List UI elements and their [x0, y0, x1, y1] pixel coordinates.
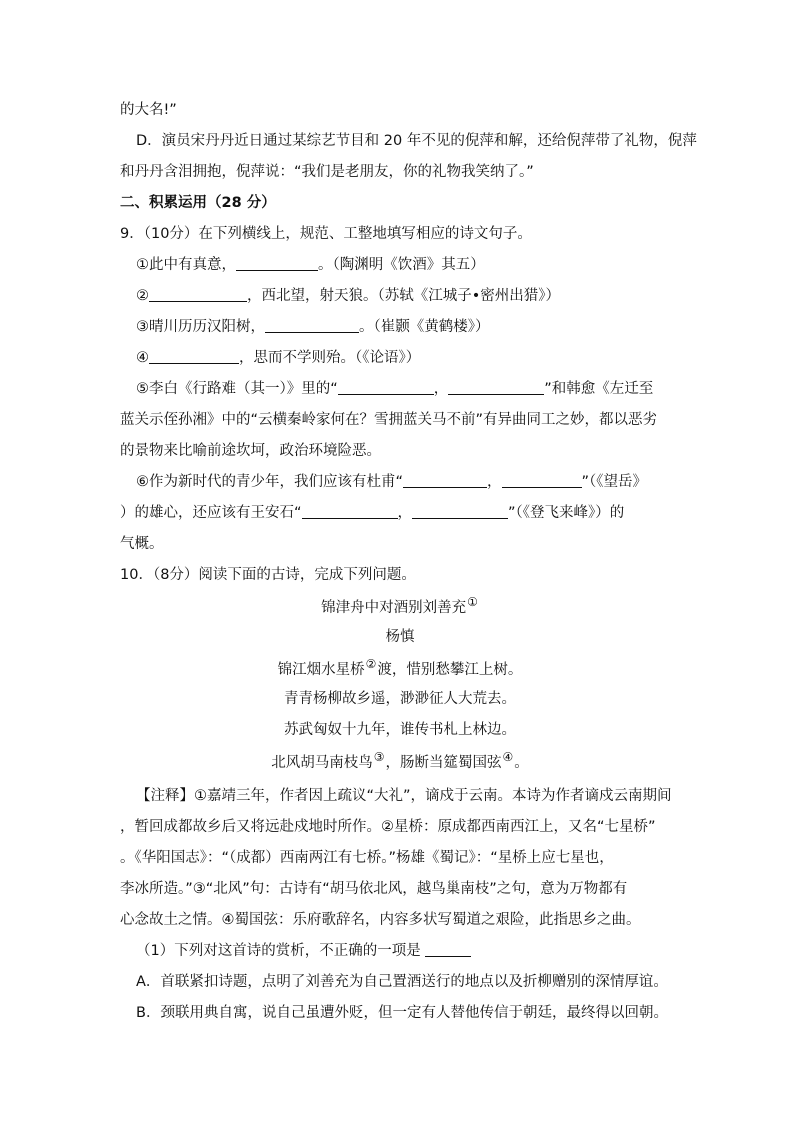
poem-author: 杨慎 [385, 629, 415, 645]
comma: ， [433, 381, 449, 397]
answer-blank[interactable] [149, 349, 239, 364]
q9-item-5-text-end: ”和韩愈《左迁至 [544, 381, 654, 397]
poem-line-1 [120, 658, 680, 680]
q9-item-1-source: 。（陶渊明《饮酒》其五） [318, 257, 485, 273]
answer-blank[interactable] [236, 256, 318, 271]
q9-item-2 [136, 286, 696, 306]
annotation-line-3: 。《华阳国志》：“（成都）西南两江有七桥。”杨雄《蜀记》：“星桥上应七星也， [120, 850, 614, 866]
q9-item-1 [136, 255, 696, 275]
option-d-line1: D．演员宋丹丹近日通过某综艺节目和 20 年不见的倪萍和解，还给倪萍带了礼物，倪萍 [136, 133, 697, 149]
q9-item-6-line3: 气概。 [120, 536, 164, 552]
option-d-line2: 和丹丹含泪拥抱，倪萍说：“我们是老朋友，你的礼物我笑纳了。” [120, 164, 534, 180]
answer-blank[interactable] [149, 287, 247, 302]
answer-blank[interactable] [403, 473, 487, 488]
answer-blank[interactable] [265, 318, 359, 333]
answer-blank[interactable] [448, 380, 544, 395]
poem-title [120, 596, 680, 618]
note-marker: ① [467, 595, 478, 609]
comma: ， [397, 505, 413, 521]
note-marker: ④ [502, 750, 514, 764]
note-marker: ③ [373, 750, 385, 764]
question-9-stem: 9．（10分）在下列横线上，规范、工整地填写相应的诗文句子。 [120, 226, 532, 242]
q9-item-3-text: ③晴川历历汉阳树， [136, 319, 265, 335]
question-10-stem: 10．（8分）阅读下面的古诗，完成下列问题。 [120, 567, 416, 583]
poem-line-4-c: 。 [514, 755, 529, 771]
q9-item-2-text: ，西北望，射天狼。（苏轼《江城子•密州出猎》） [247, 288, 561, 304]
annotation-line-4: 李冰所造。”③“北风”句：古诗有“胡马依北风，越鸟巢南枝”之句，意为万物都有 [120, 881, 628, 897]
annotation-line-2: ，暂回成都故乡后又将远赴戍地时所作。②星桥：原成都西南西江上，又名“七星桥” [120, 819, 656, 835]
q9-item-5 [136, 379, 696, 399]
sub-question-1 [136, 941, 696, 961]
note-marker: ② [365, 657, 377, 671]
q9-item-1-text: ①此中有真意， [136, 257, 236, 273]
poem-line-4-b: ，肠断当筵蜀国弦 [385, 755, 502, 771]
q9-item-5-line2: 蓝关示侄孙湘》中的“云横秦岭家何在？雪拥蓝关马不前”有异曲同工之妙，都以恶劣 [120, 412, 658, 428]
poem-line-4 [120, 751, 680, 773]
answer-blank[interactable] [412, 504, 508, 519]
poem-line-2: 青青杨柳故乡遥，渺渺征人大荒去。 [284, 691, 516, 707]
poem-line-4-a: 北风胡马南枝鸟 [271, 755, 373, 771]
answer-blank[interactable] [425, 942, 471, 957]
poem-line-1-a: 锦江烟水星桥 [277, 662, 365, 678]
q9-item-3 [136, 317, 696, 337]
option-a: A．首联紧扣诗题，点明了刘善充为自己置酒送行的地点以及折柳赠别的深情厚谊。 [136, 974, 668, 990]
sub-question-1-text: （1）下列对这首诗的赏析，不正确的一项是 [136, 943, 421, 959]
q9-item-2-num: ② [136, 288, 149, 304]
poem-title-text: 锦津舟中对酒别刘善充 [321, 600, 467, 616]
poem-line-1-b: 渡，惜别愁攀江上树。 [377, 662, 523, 678]
q9-item-6-line2-source: ”（《登飞来峰》）的 [508, 505, 625, 521]
answer-blank[interactable] [302, 504, 398, 519]
annotation-line-5: 心念故土之情。④蜀国弦：乐府歌辞名，内容多状写蜀道之艰险，此指思乡之曲。 [120, 912, 641, 928]
q9-item-5-text: ⑤李白《行路难（其一）》里的“ [136, 381, 338, 397]
q9-item-6-line2-text: ）的雄心，还应该有王安石“ [120, 505, 302, 521]
q9-item-4-num: ④ [136, 350, 149, 366]
comma: ， [487, 474, 502, 490]
answer-blank[interactable] [502, 473, 582, 488]
q9-item-6-text: ⑥作为新时代的青少年，我们应该有杜甫“ [136, 474, 404, 490]
section-heading: 二、积累运用（28 分） [120, 195, 276, 211]
q9-item-6-line2 [120, 503, 680, 523]
q9-item-6 [136, 472, 696, 492]
q9-item-4 [136, 348, 696, 368]
poem-line-3: 苏武匈奴十九年，谁传书札上林边。 [284, 722, 516, 738]
answer-blank[interactable] [338, 380, 434, 395]
q9-item-3-source: 。（崔颢《黄鹤楼》） [359, 319, 490, 335]
text-line: 的大名!” [120, 102, 177, 118]
q9-item-5-line3: 的景物来比喻前途坎坷，政治环境险恶。 [120, 443, 381, 459]
option-b: B．颈联用典自寓，说自己虽遭外贬，但一定有人替他传信于朝廷，最终得以回朝。 [136, 1005, 668, 1021]
annotation-line-1: 【注释】①嘉靖三年，作者因上疏议“大礼”，谪戍于云南。本诗为作者谪戍云南期间 [136, 788, 672, 804]
q9-item-6-source: ”（《望岳》 [581, 474, 648, 490]
q9-item-4-text: ，思而不学则殆。（《论语》） [239, 350, 421, 366]
